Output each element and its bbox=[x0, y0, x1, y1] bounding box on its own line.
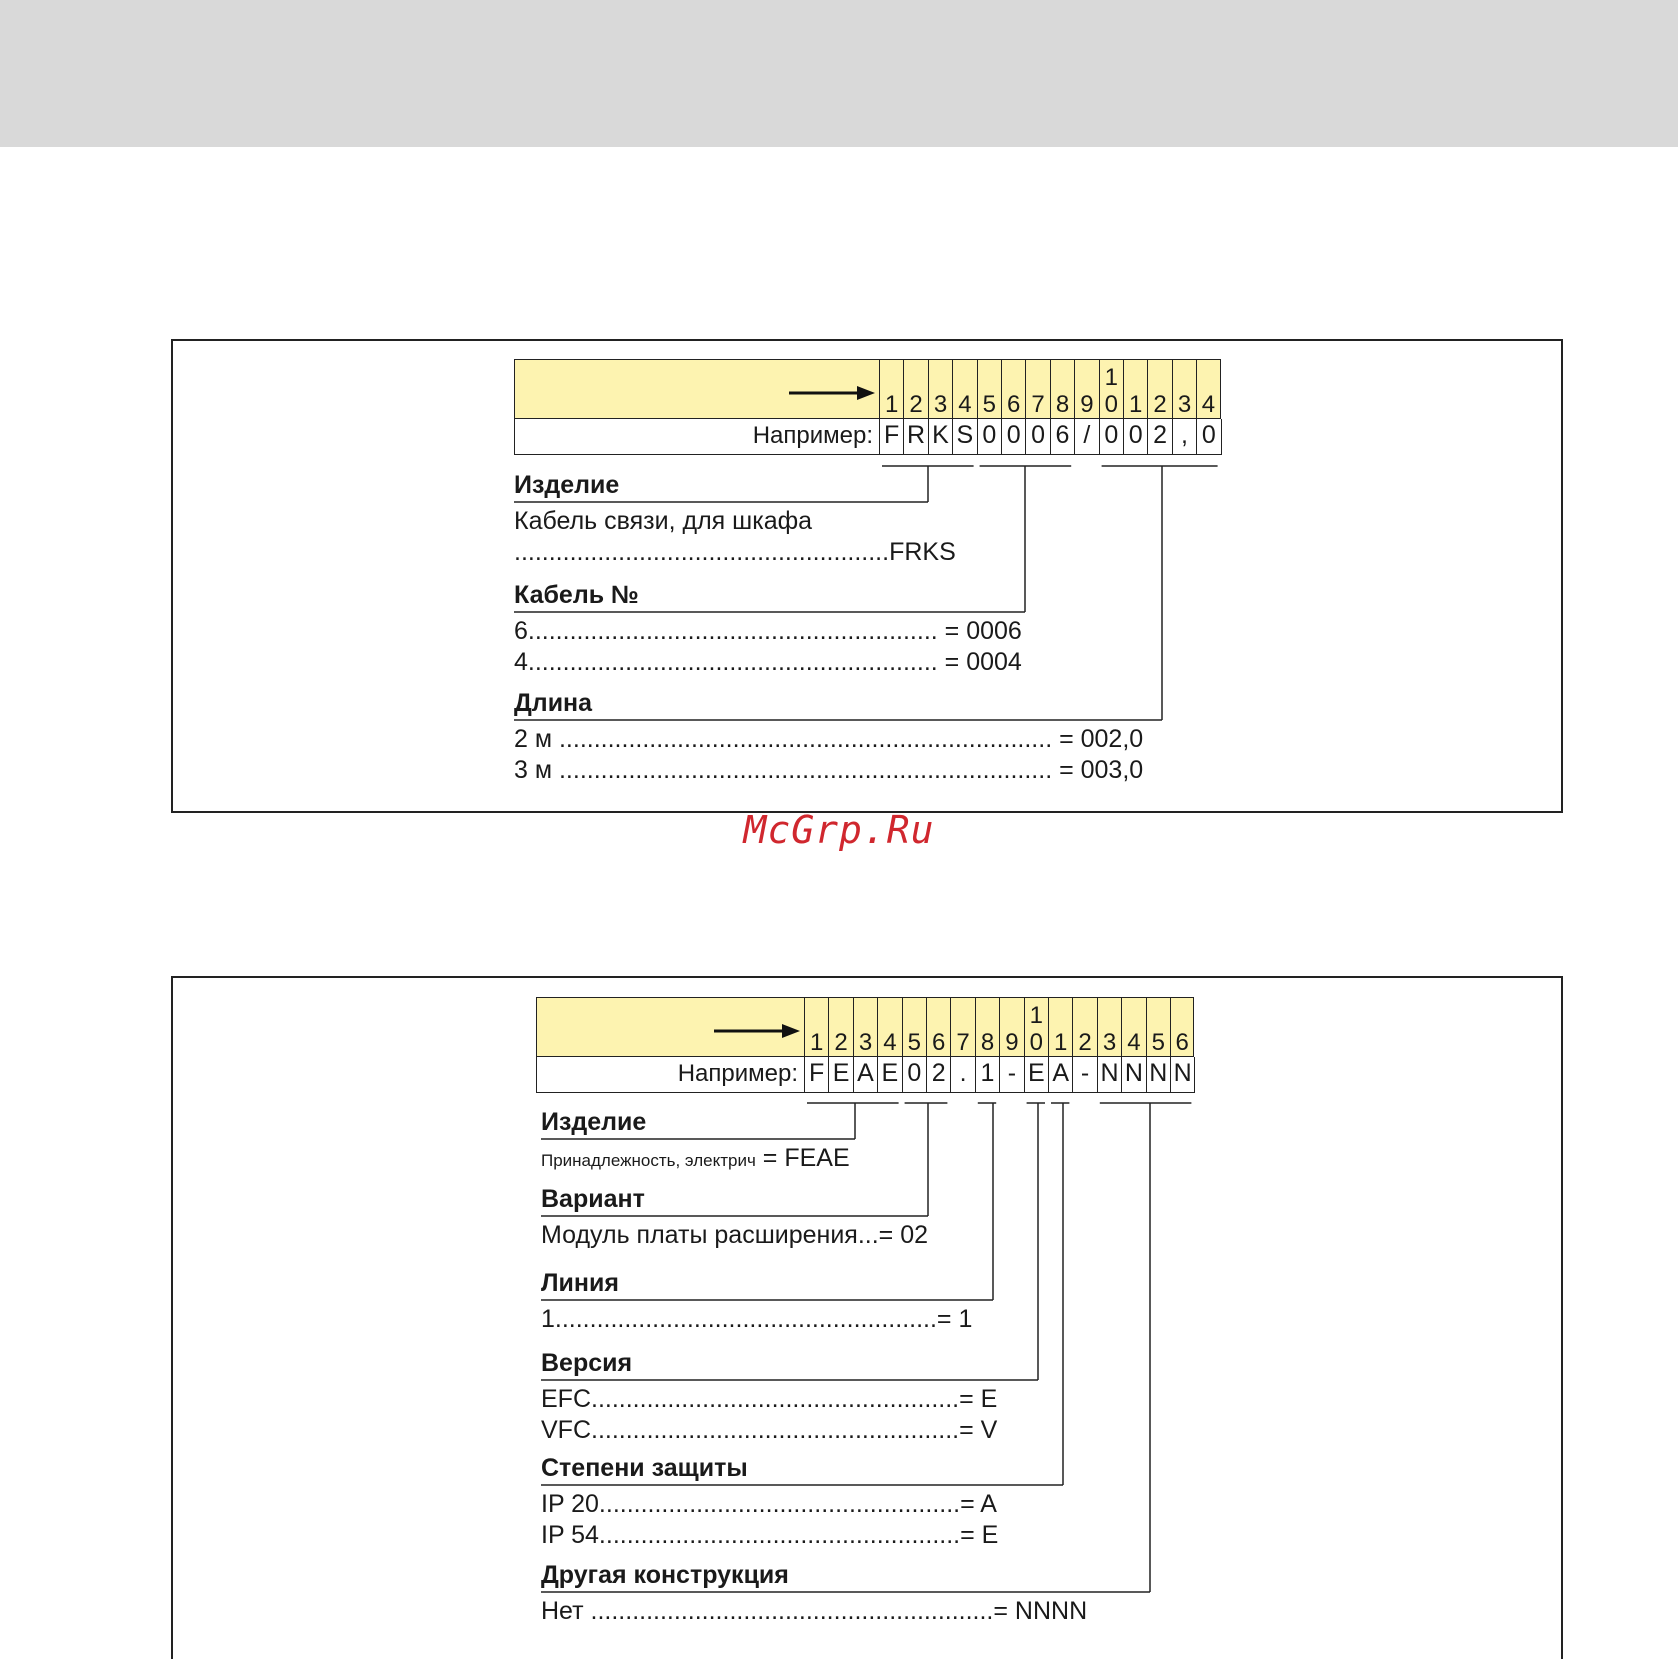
column-number-units: 4 bbox=[1127, 1029, 1141, 1056]
section-title: Длина bbox=[514, 689, 593, 717]
column-number-units: 5 bbox=[907, 1029, 921, 1056]
column-number-units: 4 bbox=[883, 1029, 897, 1056]
example-code-char: - bbox=[999, 1057, 1023, 1092]
option-text: Нет ..........................................................= NNNN bbox=[541, 1597, 1088, 1625]
example-code-char: 0 bbox=[1196, 419, 1220, 454]
example-code-char: N bbox=[1170, 1057, 1194, 1092]
section-title: Изделие bbox=[541, 1108, 647, 1136]
column-number-units: 1 bbox=[1129, 391, 1143, 418]
example-label: Например: bbox=[752, 422, 873, 449]
example-code-char: R bbox=[903, 419, 927, 454]
column-number-units: 3 bbox=[858, 1029, 873, 1056]
column-number-units: 0 bbox=[1029, 1029, 1043, 1056]
option-text: ......................................................FRKS bbox=[514, 538, 956, 566]
example-code-char: K bbox=[928, 419, 952, 454]
column-number-units: 5 bbox=[982, 391, 996, 418]
option-text: 2 м ....................................................................... = 002,0 bbox=[514, 725, 1144, 753]
column-number-units: 6 bbox=[932, 1029, 946, 1056]
example-code-char: 2 bbox=[1147, 419, 1171, 454]
section-title: Кабель № bbox=[514, 581, 639, 609]
option-text: 6........................................................... = 0006 bbox=[514, 617, 1022, 645]
option-text: 4........................................................... = 0004 bbox=[514, 648, 1022, 676]
section-title: Изделие bbox=[514, 471, 620, 499]
example-code-char: N bbox=[1121, 1057, 1145, 1092]
option-text: = FEAE bbox=[755, 1144, 850, 1172]
option-text: 1.......................................................= 1 bbox=[541, 1305, 973, 1333]
example-code-char: 0 bbox=[1123, 419, 1147, 454]
column-number-units: 2 bbox=[909, 391, 923, 418]
column-number-units: 9 bbox=[1005, 1029, 1019, 1056]
column-number-tens: 1 bbox=[1104, 364, 1118, 391]
example-code-char: N bbox=[1097, 1057, 1121, 1092]
example-code-char: F bbox=[804, 1057, 828, 1092]
example-code-char: F bbox=[879, 419, 903, 454]
option-label-small: Принадлежность, электрич bbox=[541, 1151, 756, 1170]
example-code-char: 0 bbox=[1099, 419, 1123, 454]
right-arrow-icon bbox=[714, 1024, 800, 1038]
example-code-char: , bbox=[1172, 419, 1196, 454]
section-title: Линия bbox=[541, 1269, 619, 1297]
column-number-units: 3 bbox=[1102, 1029, 1117, 1056]
option-text: 3 м ....................................................................... = 003,0 bbox=[514, 756, 1144, 784]
column-number-units: 0 bbox=[1104, 391, 1118, 418]
column-number-units: 8 bbox=[1055, 391, 1070, 418]
example-code-char: S bbox=[952, 419, 976, 454]
option-text: VFC.....................................................= V bbox=[541, 1416, 998, 1444]
column-number-units: 4 bbox=[958, 391, 972, 418]
example-code-char: 0 bbox=[1025, 419, 1049, 454]
section-title: Другая конструкция bbox=[541, 1561, 789, 1589]
example-code-char: . bbox=[950, 1057, 974, 1092]
example-code-char: 0 bbox=[902, 1057, 926, 1092]
column-number-units: 2 bbox=[834, 1029, 848, 1056]
column-number-units: 3 bbox=[1177, 391, 1192, 418]
example-code-char: 2 bbox=[926, 1057, 950, 1092]
column-number-units: 7 bbox=[956, 1029, 970, 1056]
example-code-char: 0 bbox=[977, 419, 1001, 454]
section-title: Версия bbox=[541, 1349, 633, 1377]
option-text: Кабель связи, для шкафа bbox=[514, 507, 813, 535]
column-number-units: 2 bbox=[1078, 1029, 1092, 1056]
option-text: Модуль платы расширения...= 02 bbox=[541, 1221, 929, 1249]
section-title: Вариант bbox=[541, 1185, 645, 1213]
column-number-tens: 1 bbox=[1029, 1002, 1043, 1029]
section-title: Степени защиты bbox=[541, 1454, 748, 1482]
example-code-char: E bbox=[877, 1057, 901, 1092]
example-code-char: 1 bbox=[975, 1057, 999, 1092]
example-code-char: N bbox=[1146, 1057, 1170, 1092]
column-number-units: 3 bbox=[933, 391, 948, 418]
right-arrow-icon bbox=[789, 386, 875, 400]
watermark: McGrp.Ru bbox=[743, 808, 935, 852]
example-code-char: - bbox=[1072, 1057, 1096, 1092]
column-number-units: 5 bbox=[1151, 1029, 1165, 1056]
example-code-char: 6 bbox=[1050, 419, 1074, 454]
column-number-units: 7 bbox=[1031, 391, 1045, 418]
column-number-units: 9 bbox=[1080, 391, 1094, 418]
column-number-units: 4 bbox=[1201, 391, 1216, 418]
column-number-units: 6 bbox=[1007, 391, 1021, 418]
example-code-char: A bbox=[853, 1057, 877, 1092]
column-number-units: 1 bbox=[885, 391, 899, 418]
example-code-char: / bbox=[1074, 419, 1098, 454]
column-number-units: 2 bbox=[1153, 391, 1167, 418]
option-text: IP 54....................................................= E bbox=[541, 1521, 999, 1549]
example-label: Например: bbox=[677, 1060, 798, 1087]
option-text: IP 20....................................................= A bbox=[541, 1490, 997, 1518]
column-number-units: 1 bbox=[810, 1029, 824, 1056]
example-code-char: E bbox=[828, 1057, 852, 1092]
option-text: EFC.....................................................= E bbox=[541, 1385, 998, 1413]
example-code-char: E bbox=[1024, 1057, 1048, 1092]
example-code-char: 0 bbox=[1001, 419, 1025, 454]
column-number-units: 8 bbox=[980, 1029, 995, 1056]
example-code-char: A bbox=[1048, 1057, 1072, 1092]
column-number-units: 1 bbox=[1054, 1029, 1068, 1056]
column-number-units: 6 bbox=[1175, 1029, 1189, 1056]
